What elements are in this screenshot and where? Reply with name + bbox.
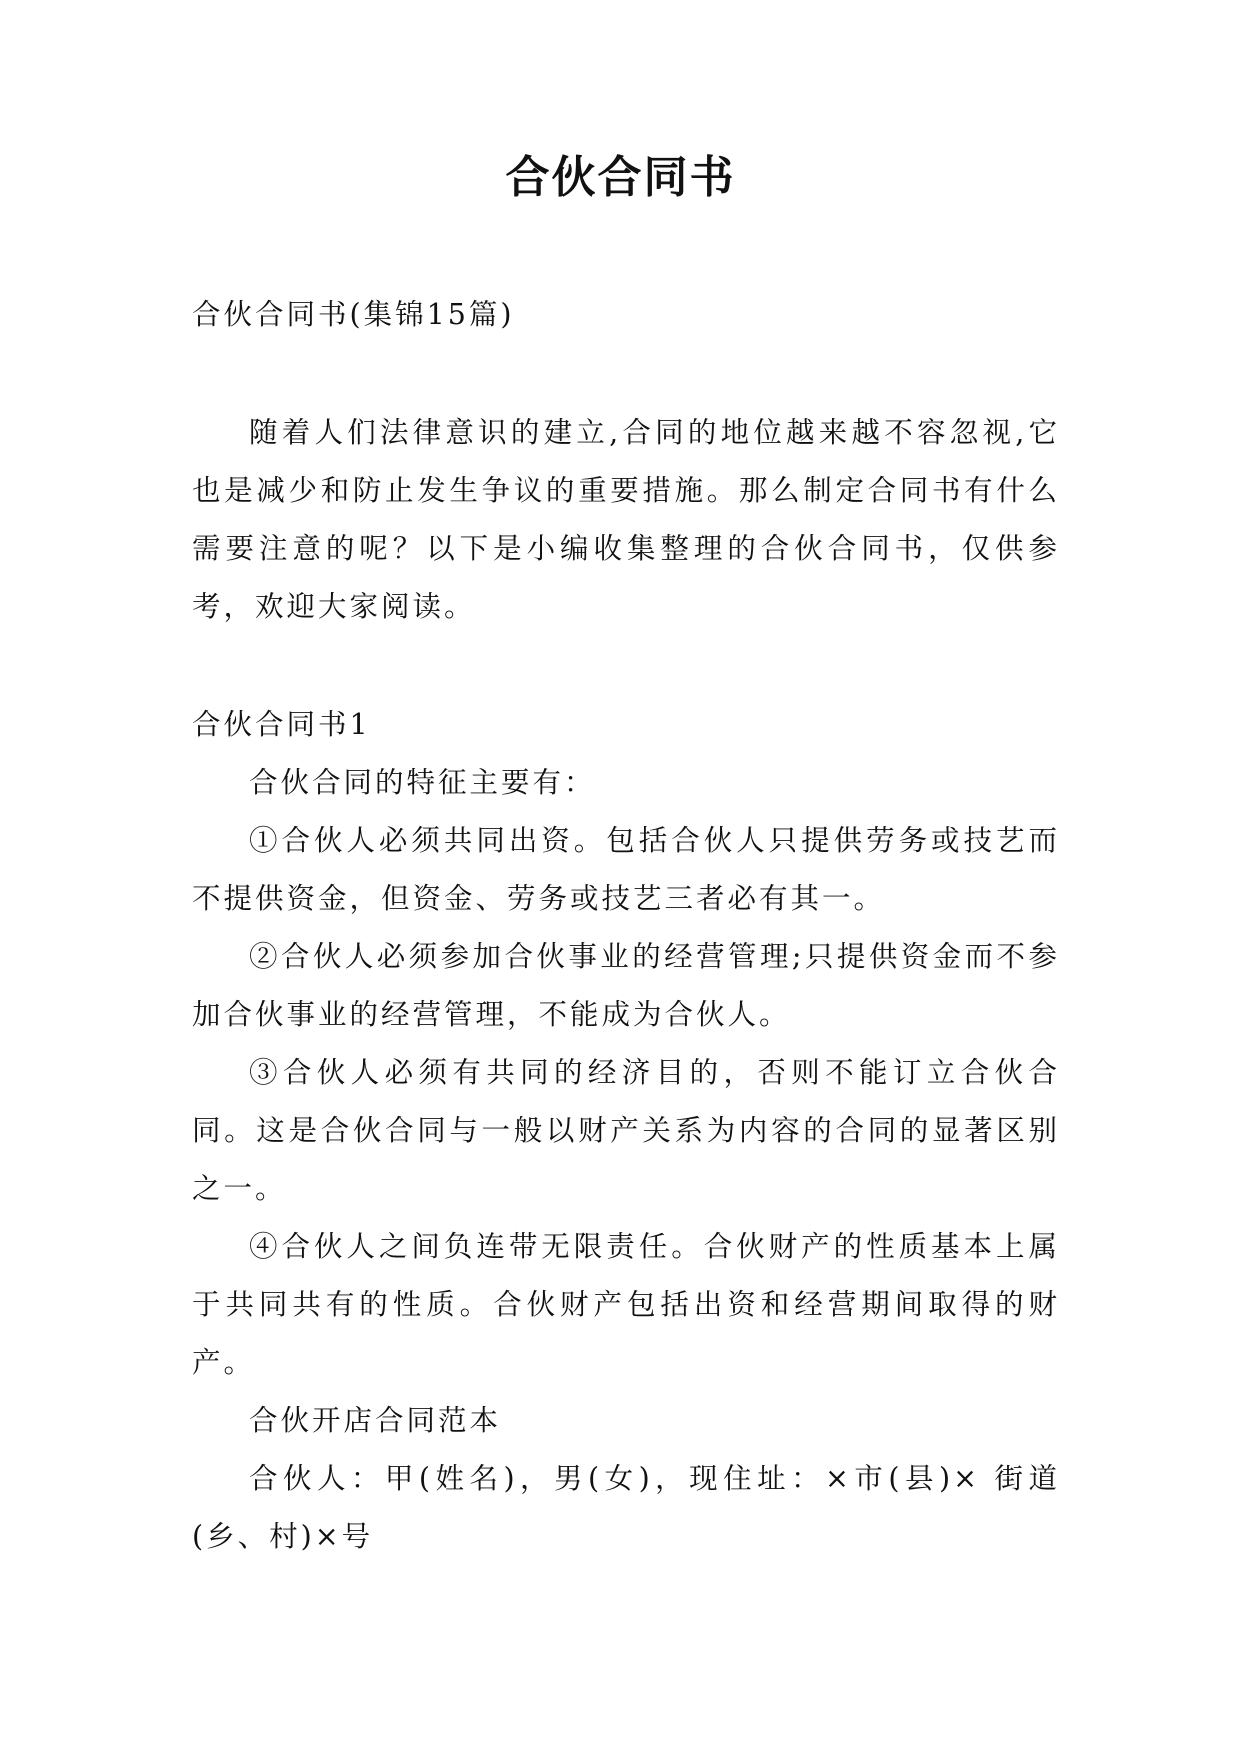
document-subtitle: 合伙合同书(集锦15篇) bbox=[192, 298, 515, 331]
body-paragraph: ②合伙人必须参加合伙事业的经营管理;只提供资金而不参加合伙事业的经营管理，不能成为合伙人。 bbox=[192, 940, 1060, 1031]
body-paragraph: 合伙合同的特征主要有： bbox=[249, 766, 596, 799]
section-heading: 合伙合同书1 bbox=[192, 708, 371, 741]
body-paragraph: 合伙开店合同范本 bbox=[249, 1404, 502, 1437]
body-paragraph: 合伙人：甲(姓名)，男(女)，现住址：×市(县)× 街道(乡、村)×号 bbox=[192, 1462, 1060, 1553]
intro-paragraph: 随着人们法律意识的建立,合同的地位越来越不容忽视,它也是减少和防止发生争议的重要措施。那么制定合同书有什么需要注意的呢？以下是小编收集整理的合伙合同书，仅供参考，欢迎大家阅读。 bbox=[192, 416, 1060, 623]
document-body bbox=[192, 286, 1060, 1566]
body-paragraph: ④合伙人之间负连带无限责任。合伙财产的性质基本上属于共同共有的性质。合伙财产包括出资和经营期间取得的财产。 bbox=[192, 1230, 1060, 1379]
body-paragraph: ③合伙人必须有共同的经济目的，否则不能订立合伙合同。这是合伙合同与一般以财产关系为内容的合同的显著区别之一。 bbox=[192, 1056, 1060, 1205]
document-title: 合伙合同书 bbox=[505, 152, 736, 203]
body-paragraph: ①合伙人必须共同出资。包括合伙人只提供劳务或技艺而不提供资金，但资金、劳务或技艺三者必有其一。 bbox=[192, 824, 1060, 915]
